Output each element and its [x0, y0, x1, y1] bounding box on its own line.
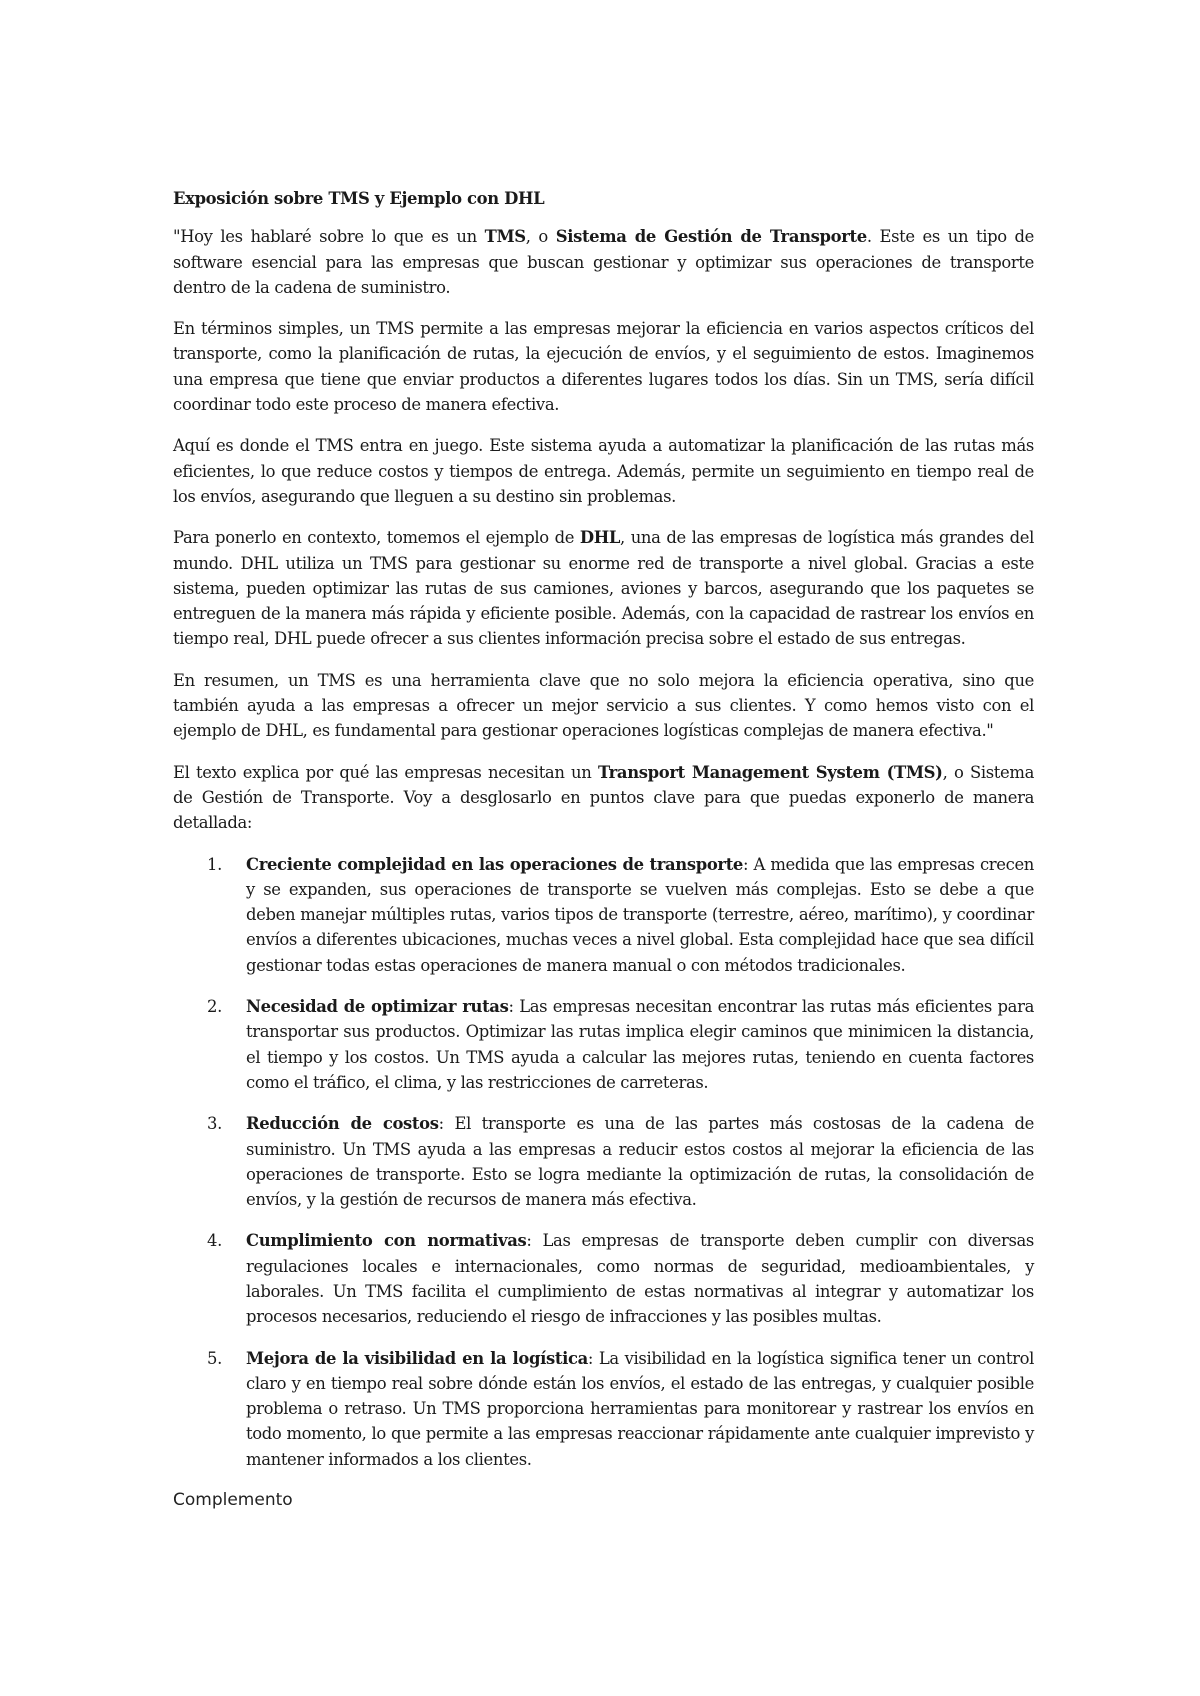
list-number: 3. [207, 1114, 222, 1134]
intro-bold-tms: TMS [484, 227, 526, 247]
list-item [173, 1346, 1034, 1472]
dhl-bold: DHL [579, 528, 621, 548]
list-text: : Las empresas de transporte deben cumplir con diversas regulaciones locales e internacionales, como normas de seguridad, medioambientales, y laborales. Un TMS facilita el cumplimiento de estas normativas al integrar y automatizar los procesos necesarios, reduciendo el riesgo de infracciones y las posibles multas. [246, 1231, 1034, 1327]
intro-text-c: , o [525, 227, 556, 247]
list-item [173, 1228, 1034, 1329]
list-number: 4. [207, 1231, 222, 1251]
explica-text-a: El texto explica por qué las empresas necesitan un [173, 762, 598, 782]
document-page [173, 186, 1034, 1513]
paragraph-texto-explica [173, 760, 1034, 836]
list-text: : A medida que las empresas crecen y se expanden, sus operaciones de transporte se vuelven más complejas. Esto se debe a que deben manejar múltiples rutas, varios tipos de transporte (terrestre, aéreo, marítimo), y coordinar envíos a diferentes ubicaciones, muchas veces a nivel global. Esta complejidad hace que sea difícil gestionar todas estas operaciones de manera manual o con métodos tradicionales. [246, 854, 1035, 975]
paragraph-terminos: En términos simples, un TMS permite a las empresas mejorar la eficiencia en varios aspectos críticos del transporte, como la planificación de rutas, la ejecución de envíos, y el seguimiento de estos. Imaginemos una empresa que tiene que enviar productos a diferentes lugares todos los días. Sin un TMS, sería difícil coordinar todo este proceso de manera efectiva. [173, 319, 1034, 415]
intro-text-a: "Hoy les hablaré sobre lo que es un [173, 227, 485, 247]
list-number: 1. [207, 854, 222, 874]
dhl-text-a: Para ponerlo en contexto, tomemos el ejemplo de [173, 528, 580, 548]
list-term: Mejora de la visibilidad en la logística [246, 1348, 588, 1368]
list-term: Creciente complejidad en las operaciones de transporte [246, 854, 744, 874]
list-term: Necesidad de optimizar rutas [246, 997, 509, 1017]
paragraph-intro [173, 224, 1034, 300]
list-text: : La visibilidad en la logística significa tener un control claro y en tiempo real sobre dónde están los envíos, el estado de las entregas, y cualquier posible problema o retraso. Un TMS proporciona herramientas para monitorear y rastrear los envíos en todo momento, lo que permite a las empresas reaccionar rápidamente ante cualquier imprevisto y mantener informados a los clientes. [246, 1348, 1034, 1469]
list-number: 5. [207, 1348, 222, 1368]
list-text: : Las empresas necesitan encontrar las rutas más eficientes para transportar sus productos. Optimizar las rutas implica elegir caminos que minimicen la distancia, el tiempo y los costos. Un TMS ayuda a calcular las mejores rutas, teniendo en cuenta factores como el tráfico, el clima, y las restricciones de carreteras. [246, 997, 1034, 1092]
list-text: : El transporte es una de las partes más costosas de la cadena de suministro. Un TMS ayuda a las empresas a reducir estos costos al mejorar la eficiencia de las operaciones de transporte. Esto se logra mediante la optimización de rutas, la consolidación de envíos, y la gestión de recursos de manera más efectiva. [246, 1114, 1034, 1210]
list-term: Cumplimiento con normativas [246, 1231, 527, 1251]
paragraph-resumen: En resumen, un TMS es una herramienta clave que no solo mejora la eficiencia operativa, sino que también ayuda a las empresas a ofrecer un mejor servicio a sus clientes. Y como hemos visto con el ejemplo de DHL, es fundamental para gestionar operaciones logísticas complejas de manera efectiva." [173, 670, 1034, 741]
paragraph-dhl [173, 525, 1034, 651]
list-item [173, 852, 1034, 978]
document-title: Exposición sobre TMS y Ejemplo con DHL [173, 189, 545, 208]
paragraph-aqui: Aquí es donde el TMS entra en juego. Este sistema ayuda a automatizar la planificación de las rutas más eficientes, lo que reduce costos y tiempos de entrega. Además, permite un seguimiento en tiempo real de los envíos, asegurando que lleguen a su destino sin problemas. [173, 436, 1034, 506]
explica-text-c: , o Sistema de Gestión de Transporte. Voy a desglosarlo en puntos clave para que puedas exponerlo de manera detallada: [173, 762, 1035, 833]
complemento-heading: Complemento [173, 1490, 293, 1511]
dhl-text-c: , una de las empresas de logística más grandes del mundo. DHL utiliza un TMS para gestionar su enorme red de transporte a nivel global. Gracias a este sistema, pueden optimizar las rutas de sus camiones, aviones y barcos, asegurando que los paquetes se entreguen de la manera más rápida y eficiente posible. Además, con la capacidad de rastrear los envíos en tiempo real, DHL puede ofrecer a sus clientes información precisa sobre el estado de sus entregas. [173, 528, 1034, 649]
list-term: Reducción de costos [246, 1114, 439, 1134]
explica-bold-tms: Transport Management System (TMS) [597, 762, 943, 782]
list-item [173, 994, 1034, 1095]
intro-bold-sistema: Sistema de Gestión de Transporte [555, 227, 867, 247]
intro-text-d: . Este es un tipo de software esencial para las empresas que buscan gestionar y optimizar sus operaciones de transporte dentro de la cadena de suministro. [173, 227, 1035, 297]
list-item [173, 1111, 1034, 1212]
key-points-list [173, 852, 1034, 1473]
list-number: 2. [207, 997, 222, 1017]
